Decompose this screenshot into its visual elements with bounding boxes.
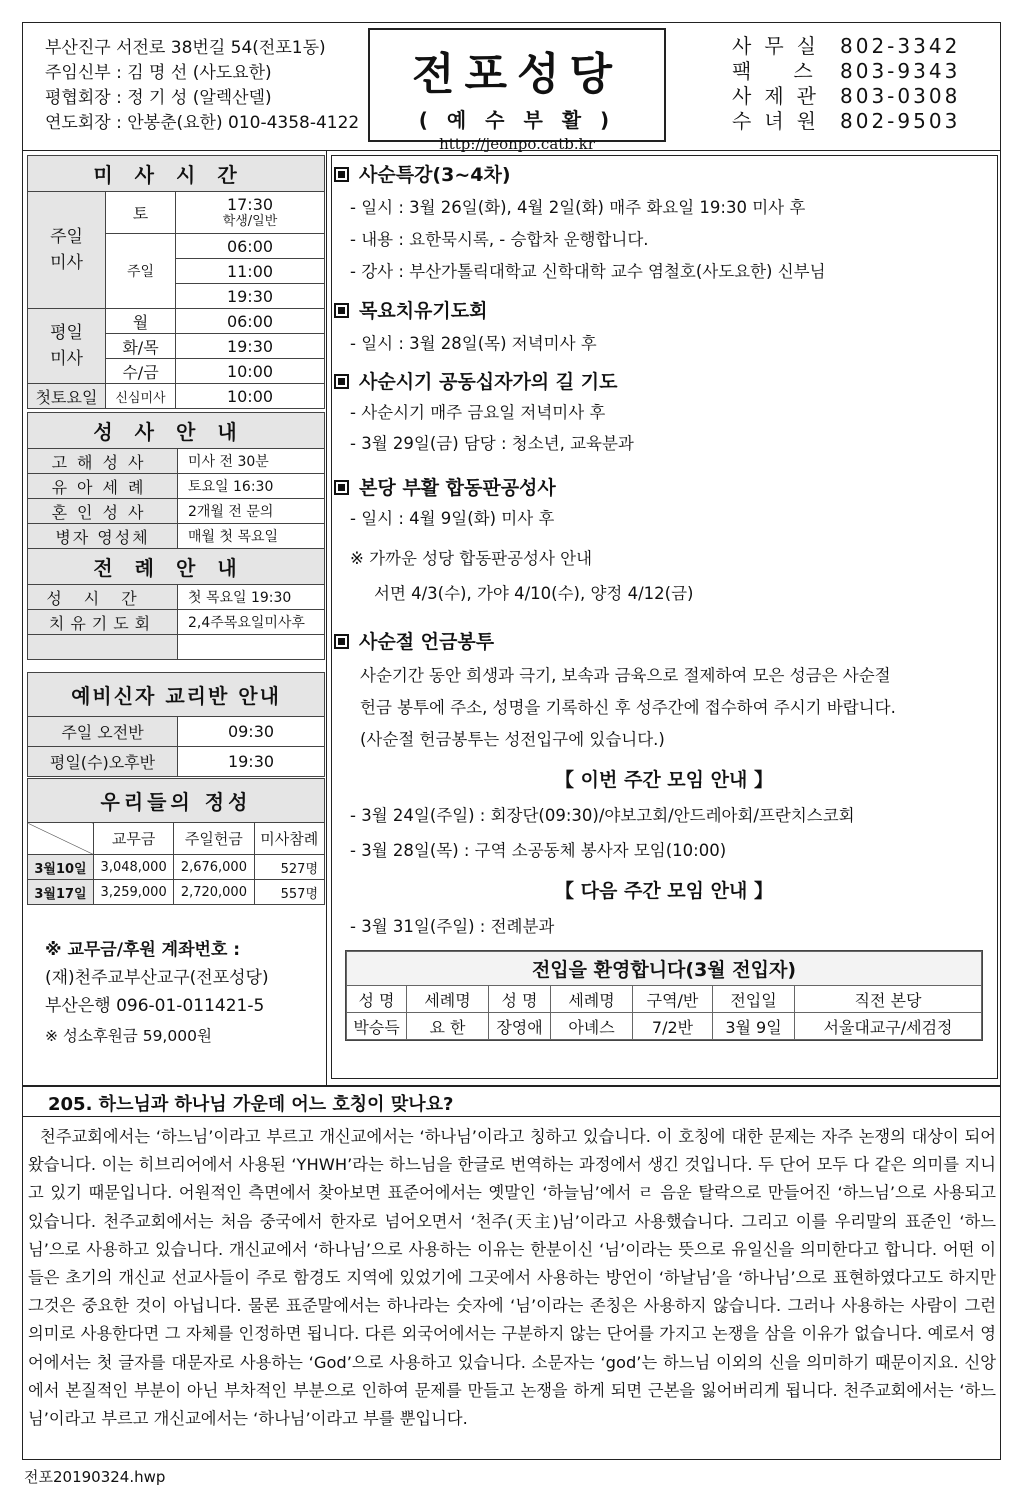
sacrament-info: 토요일 16:30 xyxy=(178,474,325,499)
first-saturday-time: 10:00 xyxy=(176,384,325,409)
contact-row xyxy=(732,109,960,134)
notice-line: - 일시 : 3월 28일(목) 저녁미사 후 xyxy=(350,334,597,353)
contact-number: 802-3342 xyxy=(840,34,961,58)
liturgy-title: 전례안내 xyxy=(28,549,325,585)
church-name: 전포성당 xyxy=(411,49,622,100)
catechumen-title: 예비신자 교리반 안내 xyxy=(28,673,325,717)
pastor-name: 주임신부 : 김 명 선 (사도요한) xyxy=(45,63,272,83)
sacrament-info: 매월 첫 목요일 xyxy=(178,524,325,549)
contact-numbers xyxy=(732,34,960,134)
mass-times-title: 미사시간 xyxy=(28,156,325,192)
welcome-cell: 박승득 xyxy=(347,1013,407,1040)
welcome-header: 세례명 xyxy=(407,986,489,1013)
offering-collection: 2,720,000 xyxy=(174,880,254,905)
liturgy-info: 첫 목요일 19:30 xyxy=(178,585,325,610)
weekday-time: 06:00 xyxy=(176,309,325,334)
contact-row xyxy=(732,84,960,109)
notice-line: 사순기간 동안 희생과 극기, 보속과 금육으로 절제하여 모은 성금은 사순절 xyxy=(360,666,891,685)
checkbox-icon xyxy=(334,634,349,649)
sunday-label: 주일 xyxy=(106,234,176,309)
notice-line: - 일시 : 4월 9일(화) 미사 후 xyxy=(350,509,555,528)
notice-line: 헌금 봉투에 주소, 성명을 기록하신 후 성주간에 접수하여 주시기 바랍니다. xyxy=(360,698,896,717)
welcome-cell: 장영애 xyxy=(489,1013,551,1040)
column-divider xyxy=(326,150,327,1086)
weekday-day: 수/금 xyxy=(106,359,176,384)
sacrament-info: 2개월 전 문의 xyxy=(178,499,325,524)
contact-number: 803-9343 xyxy=(840,59,961,83)
contact-label: 사무실 xyxy=(732,34,829,58)
church-address: 부산진구 서전로 38번길 54(전포1동) xyxy=(45,38,326,58)
vocation-donation: ※ 성소후원금 59,000원 xyxy=(45,1027,212,1045)
first-saturday-type: 신심미사 xyxy=(106,384,176,409)
welcome-cell: 서울대교구/세검정 xyxy=(795,1013,982,1040)
offering-title: 우리들의 정성 xyxy=(28,779,325,823)
sacrament-name: 유아세례 xyxy=(28,474,178,499)
offering-date: 3월10일 xyxy=(28,855,94,880)
notice-line: - 3월 24일(주일) : 회장단(09:30)/야보고회/안드레아회/프란치스코회 xyxy=(350,806,855,825)
sacrament-name: 혼인성사 xyxy=(28,499,178,524)
welcome-cell: 7/2반 xyxy=(633,1013,713,1040)
catechumen-table xyxy=(27,672,325,777)
notice-line: - 사순시기 매주 금요일 저녁미사 후 xyxy=(350,403,606,422)
catechumen-time: 09:30 xyxy=(178,717,325,747)
welcome-cell: 3월 9일 xyxy=(713,1013,795,1040)
welcome-box xyxy=(345,950,983,1041)
offering-dues: 3,259,000 xyxy=(94,880,174,905)
notice-heading: 본당 부활 합동판공성사 xyxy=(334,473,556,500)
weekday-day: 화/목 xyxy=(106,334,176,359)
offering-header: 교무금 xyxy=(94,823,174,855)
checkbox-icon xyxy=(334,374,349,389)
checkbox-icon xyxy=(334,167,349,182)
offering-header: 주일헌금 xyxy=(174,823,254,855)
welcome-header: 구역/반 xyxy=(633,986,713,1013)
liturgy-name: 성시간 xyxy=(28,585,178,610)
catechumen-class: 주일 오전반 xyxy=(28,717,178,747)
offering-corner-cell xyxy=(28,823,94,855)
notice-heading: 사순시기 공동십자가의 길 기도 xyxy=(334,367,617,394)
weekday-time: 19:30 xyxy=(176,334,325,359)
weekday-day: 월 xyxy=(106,309,176,334)
liturgy-name xyxy=(28,635,178,660)
contact-label: 팩스 xyxy=(732,59,855,83)
notice-heading: 사순특강(3~4차) xyxy=(334,160,511,187)
notice-line: - 3월 28일(목) : 구역 소공동체 봉사자 모임(10:00) xyxy=(350,841,727,860)
offering-header: 미사참례 xyxy=(254,823,324,855)
offering-attendance: 557명 xyxy=(254,880,324,905)
offering-date: 3월17일 xyxy=(28,880,94,905)
header-info xyxy=(45,36,359,136)
offering-attendance: 527명 xyxy=(254,855,324,880)
checkbox-icon xyxy=(334,303,349,318)
notice-line: - 내용 : 요한묵시록, - 승합차 운행합니다. xyxy=(350,230,649,249)
sunday-time: 19:30 xyxy=(176,284,325,309)
liturgy-name: 치유기도회 xyxy=(28,610,178,635)
qa-title: 205. 하느님과 하나님 가운데 어느 호칭이 맞나요? xyxy=(48,1094,454,1115)
welcome-header: 직전 본당 xyxy=(795,986,982,1013)
contact-label: 사제관 xyxy=(732,84,829,108)
notice-line: - 3월 29일(금) 담당 : 청소년, 교육분과 xyxy=(350,434,634,453)
qa-title-divider xyxy=(22,1116,1001,1117)
sunday-time: 06:00 xyxy=(176,234,325,259)
welcome-title: 전입을 환영합니다(3월 전입자) xyxy=(347,952,982,986)
sacrament-name: 고해성사 xyxy=(28,449,178,474)
file-name: 전포20190324.hwp xyxy=(24,1468,166,1486)
catechumen-class: 평일(수)오후반 xyxy=(28,747,178,777)
title-box xyxy=(368,28,666,153)
weekday-time: 10:00 xyxy=(176,359,325,384)
sacrament-info: 미사 전 30분 xyxy=(178,449,325,474)
contact-row xyxy=(732,59,960,84)
welcome-cell: 요 한 xyxy=(407,1013,489,1040)
first-saturday-label: 첫토요일 xyxy=(28,384,106,409)
account-number: 부산은행 096-01-011421-5 xyxy=(45,996,265,1016)
catechumen-time: 19:30 xyxy=(178,747,325,777)
offering-table xyxy=(27,778,325,905)
contact-number: 802-9503 xyxy=(840,109,961,133)
notice-line: ※ 가까운 성당 합동판공성사 안내 xyxy=(350,549,593,568)
contact-row xyxy=(732,34,960,59)
notice-line: - 3월 31일(주일) : 전례분과 xyxy=(350,917,555,936)
account-title: ※ 교무금/후원 계좌번호 : xyxy=(45,940,241,960)
liturgy-info xyxy=(178,635,325,660)
notice-frame xyxy=(331,155,998,1079)
checkbox-icon xyxy=(334,480,349,495)
sacraments-title: 성사안내 xyxy=(28,413,325,449)
saturday-label: 토 xyxy=(106,192,176,234)
notice-line: - 일시 : 3월 26일(화), 4월 2일(화) 매주 화요일 19:30 미사 후 xyxy=(350,198,806,217)
sunday-mass-label: 주일 미사 xyxy=(28,192,106,309)
notice-line: (사순절 헌금봉투는 성전입구에 있습니다.) xyxy=(360,730,665,749)
church-motto: ( 예 수 부 활 ) xyxy=(418,108,616,132)
mass-times-table xyxy=(27,155,325,409)
prayer-president: 연도회장 : 안봉춘(요한) 010-4358-4122 xyxy=(45,113,360,133)
church-url[interactable]: http://jeonpo.catb.kr xyxy=(439,135,595,153)
notice-heading: 사순절 언금봉투 xyxy=(334,627,494,654)
notice-heading: 목요치유기도회 xyxy=(334,296,487,323)
sacrament-name: 병자 영성체 xyxy=(28,524,178,549)
notice-line: 서면 4/3(수), 가야 4/10(수), 양정 4/12(금) xyxy=(374,584,694,603)
liturgy-info: 2,4주목요일미사후 xyxy=(178,610,325,635)
welcome-cell: 아녜스 xyxy=(551,1013,633,1040)
qa-body: 천주교회에서는 ‘하느님’이라고 부르고 개신교에서는 ‘하나님’이라고 칭하고 있습니다. 이 호칭에 대한 문제는 자주 논쟁의 대상이 되어왔습니다. 이는 히브리어에서 사용된 ‘YHWH’라는 하느님을 한글로 번역하는 과정에서 생긴 것입니다. 두 단어 모두 다 같은 의미를 지니고 있기 때문입니다. 어원적인 측면에서 찾아보면 표준어에서는 옛말인 ‘하늘님’에서 ㄹ 음운 탈락으로 만들어진 ‘하느님’으로 사용되고 있습니다. 천주교회에서는 처음 중국에서 한자로 넘어오면서 ‘천주(天主)님’이라고 사용했습니다. 그리고 이를 우리말의 표준인 ‘하느님’으로 사용하고 있습니다. 개신교에서 ‘하나님’으로 사용하는 이유는 한분이신 ‘님’이라는 뜻으로 유일신을 의미한다고 합니다. 어떤 이들은 초기의 개신교 선교사들이 주로 함경도 지역에 있었기에 그곳에서 사용하는 방언이 ‘하날님’을 ‘하나님’으로 표현하였다고도 하지만 그것은 중요한 것이 아닙니다. 물론 표준말에서는 하나라는 숫자에 ‘님’이라는 존칭은 사용하지 않습니다. 그러나 사용하는 사람이 그런 의미로 사용한다면 그 자체를 인정하면 됩니다. 다른 외국어에서는 구분하지 않는 단어를 가지고 논쟁을 삼을 이유가 없습니다. 예로서 영어에서는 첫 글자를 대문자로 사용하는 ‘God’으로 사용하고 있습니다. 소문자는 ‘god’는 하느님 이외의 신을 의미하기 때문이지요. 신앙에서 본질적인 부분이 아닌 부차적인 부분으로 인하여 문제를 만들고 논쟁을 하게 되면 근본을 잃어버리게 됩니다. 천주교회에서는 ‘하느님’이라고 부르고 개신교에서는 ‘하나님’이라고 부를 뿐입니다. xyxy=(28,1127,996,1429)
account-info xyxy=(45,936,269,1050)
council-president: 평협회장 : 정 기 성 (알렉산델) xyxy=(45,88,272,108)
contact-label: 수녀원 xyxy=(732,109,829,133)
this-week-title: 【 이번 주간 모임 안내 】 xyxy=(555,769,773,791)
sacraments-table xyxy=(27,412,325,660)
contact-number: 803-0308 xyxy=(840,84,961,108)
welcome-header: 성 명 xyxy=(347,986,407,1013)
welcome-header: 성 명 xyxy=(489,986,551,1013)
offering-collection: 2,676,000 xyxy=(174,855,254,880)
sunday-time: 11:00 xyxy=(176,259,325,284)
welcome-header: 세례명 xyxy=(551,986,633,1013)
weekday-mass-label: 평일 미사 xyxy=(28,309,106,384)
next-week-title: 【 다음 주간 모임 안내 】 xyxy=(555,880,773,902)
welcome-header: 전입일 xyxy=(713,986,795,1013)
account-holder: (재)천주교부산교구(전포성당) xyxy=(45,968,269,988)
offering-dues: 3,048,000 xyxy=(94,855,174,880)
notice-line: - 강사 : 부산가톨릭대학교 신학대학 교수 염철호(사도요한) 신부님 xyxy=(350,262,826,281)
saturday-time: 17:30 학생/일반 xyxy=(176,192,325,234)
welcome-table xyxy=(346,951,982,1040)
